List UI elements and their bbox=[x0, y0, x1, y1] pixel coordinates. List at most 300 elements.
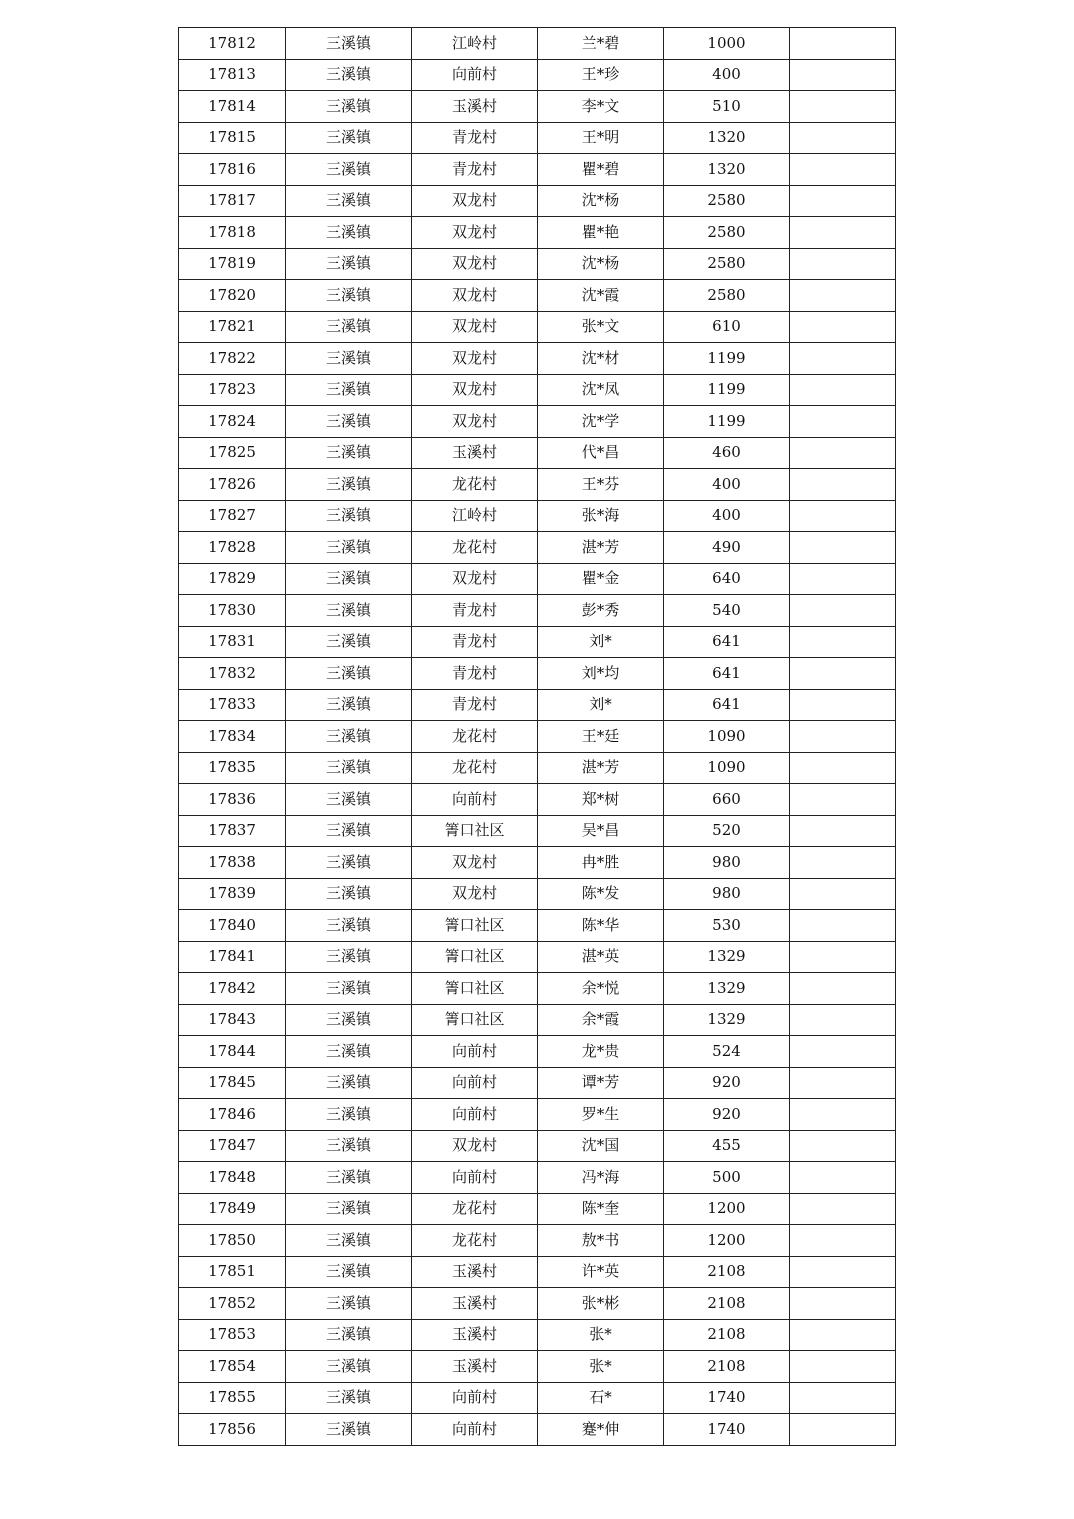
town-cell: 三溪镇 bbox=[286, 910, 412, 942]
amount-cell: 1200 bbox=[664, 1193, 790, 1225]
amount-cell: 2108 bbox=[664, 1256, 790, 1288]
table-row bbox=[179, 280, 896, 312]
note-cell bbox=[790, 1319, 896, 1351]
name-cell: 沈*杨 bbox=[538, 185, 664, 217]
table-row bbox=[179, 1319, 896, 1351]
amount-cell: 400 bbox=[664, 469, 790, 501]
amount-cell: 920 bbox=[664, 1099, 790, 1131]
town-cell: 三溪镇 bbox=[286, 154, 412, 186]
serial-number-cell: 17847 bbox=[179, 1130, 286, 1162]
town-cell: 三溪镇 bbox=[286, 1256, 412, 1288]
amount-cell: 1329 bbox=[664, 973, 790, 1005]
table-row bbox=[179, 374, 896, 406]
table-row bbox=[179, 532, 896, 564]
serial-number-cell: 17836 bbox=[179, 784, 286, 816]
village-cell: 青龙村 bbox=[412, 658, 538, 690]
town-cell: 三溪镇 bbox=[286, 1004, 412, 1036]
town-cell: 三溪镇 bbox=[286, 815, 412, 847]
town-cell: 三溪镇 bbox=[286, 941, 412, 973]
amount-cell: 2108 bbox=[664, 1351, 790, 1383]
note-cell bbox=[790, 847, 896, 879]
name-cell: 郑*树 bbox=[538, 784, 664, 816]
village-cell: 箐口社区 bbox=[412, 941, 538, 973]
table-row bbox=[179, 1193, 896, 1225]
name-cell: 兰*碧 bbox=[538, 28, 664, 60]
note-cell bbox=[790, 122, 896, 154]
name-cell: 许*英 bbox=[538, 1256, 664, 1288]
note-cell bbox=[790, 1162, 896, 1194]
town-cell: 三溪镇 bbox=[286, 437, 412, 469]
name-cell: 沈*材 bbox=[538, 343, 664, 375]
village-cell: 双龙村 bbox=[412, 847, 538, 879]
serial-number-cell: 17819 bbox=[179, 248, 286, 280]
note-cell bbox=[790, 185, 896, 217]
town-cell: 三溪镇 bbox=[286, 1382, 412, 1414]
serial-number-cell: 17824 bbox=[179, 406, 286, 438]
town-cell: 三溪镇 bbox=[286, 406, 412, 438]
note-cell bbox=[790, 626, 896, 658]
note-cell bbox=[790, 59, 896, 91]
serial-number-cell: 17834 bbox=[179, 721, 286, 753]
serial-number-cell: 17853 bbox=[179, 1319, 286, 1351]
town-cell: 三溪镇 bbox=[286, 721, 412, 753]
serial-number-cell: 17815 bbox=[179, 122, 286, 154]
table-row bbox=[179, 437, 896, 469]
town-cell: 三溪镇 bbox=[286, 1099, 412, 1131]
amount-cell: 1320 bbox=[664, 122, 790, 154]
note-cell bbox=[790, 1382, 896, 1414]
village-cell: 箐口社区 bbox=[412, 973, 538, 1005]
town-cell: 三溪镇 bbox=[286, 59, 412, 91]
village-cell: 双龙村 bbox=[412, 185, 538, 217]
note-cell bbox=[790, 689, 896, 721]
name-cell: 张*彬 bbox=[538, 1288, 664, 1320]
name-cell: 敖*书 bbox=[538, 1225, 664, 1257]
name-cell: 余*霞 bbox=[538, 1004, 664, 1036]
note-cell bbox=[790, 973, 896, 1005]
name-cell: 张*海 bbox=[538, 500, 664, 532]
town-cell: 三溪镇 bbox=[286, 311, 412, 343]
village-cell: 江岭村 bbox=[412, 500, 538, 532]
town-cell: 三溪镇 bbox=[286, 563, 412, 595]
serial-number-cell: 17841 bbox=[179, 941, 286, 973]
note-cell bbox=[790, 374, 896, 406]
note-cell bbox=[790, 532, 896, 564]
town-cell: 三溪镇 bbox=[286, 374, 412, 406]
village-cell: 青龙村 bbox=[412, 154, 538, 186]
serial-number-cell: 17855 bbox=[179, 1382, 286, 1414]
town-cell: 三溪镇 bbox=[286, 1067, 412, 1099]
village-cell: 箐口社区 bbox=[412, 1004, 538, 1036]
town-cell: 三溪镇 bbox=[286, 1036, 412, 1068]
serial-number-cell: 17838 bbox=[179, 847, 286, 879]
name-cell: 沈*国 bbox=[538, 1130, 664, 1162]
table-row bbox=[179, 1004, 896, 1036]
serial-number-cell: 17828 bbox=[179, 532, 286, 564]
town-cell: 三溪镇 bbox=[286, 280, 412, 312]
village-cell: 向前村 bbox=[412, 1067, 538, 1099]
name-cell: 余*悦 bbox=[538, 973, 664, 1005]
table-row bbox=[179, 1256, 896, 1288]
note-cell bbox=[790, 280, 896, 312]
village-cell: 向前村 bbox=[412, 1099, 538, 1131]
note-cell bbox=[790, 784, 896, 816]
serial-number-cell: 17837 bbox=[179, 815, 286, 847]
name-cell: 王*珍 bbox=[538, 59, 664, 91]
table-row bbox=[179, 1225, 896, 1257]
table-row bbox=[179, 59, 896, 91]
name-cell: 李*文 bbox=[538, 91, 664, 123]
table-row bbox=[179, 469, 896, 501]
table-row bbox=[179, 91, 896, 123]
name-cell: 王*芬 bbox=[538, 469, 664, 501]
table-row bbox=[179, 406, 896, 438]
village-cell: 向前村 bbox=[412, 1382, 538, 1414]
note-cell bbox=[790, 910, 896, 942]
name-cell: 瞿*碧 bbox=[538, 154, 664, 186]
village-cell: 双龙村 bbox=[412, 311, 538, 343]
name-cell: 瞿*金 bbox=[538, 563, 664, 595]
serial-number-cell: 17832 bbox=[179, 658, 286, 690]
table-row bbox=[179, 1288, 896, 1320]
note-cell bbox=[790, 1414, 896, 1446]
town-cell: 三溪镇 bbox=[286, 532, 412, 564]
table-row bbox=[179, 595, 896, 627]
amount-cell: 1199 bbox=[664, 374, 790, 406]
town-cell: 三溪镇 bbox=[286, 217, 412, 249]
name-cell: 冯*海 bbox=[538, 1162, 664, 1194]
village-cell: 龙花村 bbox=[412, 469, 538, 501]
town-cell: 三溪镇 bbox=[286, 91, 412, 123]
serial-number-cell: 17851 bbox=[179, 1256, 286, 1288]
table-row bbox=[179, 343, 896, 375]
note-cell bbox=[790, 1130, 896, 1162]
town-cell: 三溪镇 bbox=[286, 1193, 412, 1225]
village-cell: 双龙村 bbox=[412, 1130, 538, 1162]
village-cell: 双龙村 bbox=[412, 248, 538, 280]
amount-cell: 2108 bbox=[664, 1319, 790, 1351]
serial-number-cell: 17835 bbox=[179, 752, 286, 784]
table-row bbox=[179, 563, 896, 595]
table-row bbox=[179, 248, 896, 280]
serial-number-cell: 17831 bbox=[179, 626, 286, 658]
note-cell bbox=[790, 752, 896, 784]
table-row bbox=[179, 626, 896, 658]
note-cell bbox=[790, 1067, 896, 1099]
note-cell bbox=[790, 941, 896, 973]
name-cell: 陈*奎 bbox=[538, 1193, 664, 1225]
table-row bbox=[179, 658, 896, 690]
amount-cell: 1090 bbox=[664, 752, 790, 784]
amount-cell: 660 bbox=[664, 784, 790, 816]
table-row bbox=[179, 185, 896, 217]
amount-cell: 1740 bbox=[664, 1382, 790, 1414]
serial-number-cell: 17813 bbox=[179, 59, 286, 91]
village-cell: 龙花村 bbox=[412, 721, 538, 753]
note-cell bbox=[790, 469, 896, 501]
table-row bbox=[179, 28, 896, 60]
village-cell: 向前村 bbox=[412, 1414, 538, 1446]
name-cell: 代*昌 bbox=[538, 437, 664, 469]
table-row bbox=[179, 122, 896, 154]
town-cell: 三溪镇 bbox=[286, 626, 412, 658]
note-cell bbox=[790, 28, 896, 60]
serial-number-cell: 17816 bbox=[179, 154, 286, 186]
name-cell: 陈*华 bbox=[538, 910, 664, 942]
amount-cell: 490 bbox=[664, 532, 790, 564]
amount-cell: 460 bbox=[664, 437, 790, 469]
name-cell: 瞿*艳 bbox=[538, 217, 664, 249]
serial-number-cell: 17848 bbox=[179, 1162, 286, 1194]
amount-cell: 530 bbox=[664, 910, 790, 942]
beneficiary-table bbox=[178, 27, 896, 1446]
serial-number-cell: 17833 bbox=[179, 689, 286, 721]
village-cell: 玉溪村 bbox=[412, 91, 538, 123]
serial-number-cell: 17814 bbox=[179, 91, 286, 123]
town-cell: 三溪镇 bbox=[286, 122, 412, 154]
table-row bbox=[179, 1036, 896, 1068]
village-cell: 双龙村 bbox=[412, 878, 538, 910]
village-cell: 龙花村 bbox=[412, 1193, 538, 1225]
town-cell: 三溪镇 bbox=[286, 1288, 412, 1320]
name-cell: 蹇*伸 bbox=[538, 1414, 664, 1446]
note-cell bbox=[790, 1036, 896, 1068]
town-cell: 三溪镇 bbox=[286, 185, 412, 217]
village-cell: 龙花村 bbox=[412, 1225, 538, 1257]
village-cell: 双龙村 bbox=[412, 343, 538, 375]
village-cell: 青龙村 bbox=[412, 626, 538, 658]
note-cell bbox=[790, 1351, 896, 1383]
name-cell: 湛*芳 bbox=[538, 752, 664, 784]
village-cell: 箐口社区 bbox=[412, 910, 538, 942]
amount-cell: 2580 bbox=[664, 248, 790, 280]
note-cell bbox=[790, 154, 896, 186]
name-cell: 沈*学 bbox=[538, 406, 664, 438]
note-cell bbox=[790, 248, 896, 280]
amount-cell: 1199 bbox=[664, 343, 790, 375]
village-cell: 双龙村 bbox=[412, 406, 538, 438]
name-cell: 吴*昌 bbox=[538, 815, 664, 847]
town-cell: 三溪镇 bbox=[286, 1319, 412, 1351]
name-cell: 罗*生 bbox=[538, 1099, 664, 1131]
town-cell: 三溪镇 bbox=[286, 595, 412, 627]
serial-number-cell: 17827 bbox=[179, 500, 286, 532]
amount-cell: 1200 bbox=[664, 1225, 790, 1257]
amount-cell: 400 bbox=[664, 500, 790, 532]
amount-cell: 610 bbox=[664, 311, 790, 343]
serial-number-cell: 17839 bbox=[179, 878, 286, 910]
amount-cell: 2580 bbox=[664, 280, 790, 312]
amount-cell: 455 bbox=[664, 1130, 790, 1162]
town-cell: 三溪镇 bbox=[286, 500, 412, 532]
serial-number-cell: 17846 bbox=[179, 1099, 286, 1131]
village-cell: 江岭村 bbox=[412, 28, 538, 60]
town-cell: 三溪镇 bbox=[286, 689, 412, 721]
amount-cell: 1090 bbox=[664, 721, 790, 753]
serial-number-cell: 17842 bbox=[179, 973, 286, 1005]
village-cell: 箐口社区 bbox=[412, 815, 538, 847]
note-cell bbox=[790, 311, 896, 343]
town-cell: 三溪镇 bbox=[286, 28, 412, 60]
serial-number-cell: 17845 bbox=[179, 1067, 286, 1099]
serial-number-cell: 17854 bbox=[179, 1351, 286, 1383]
town-cell: 三溪镇 bbox=[286, 1162, 412, 1194]
village-cell: 向前村 bbox=[412, 1036, 538, 1068]
serial-number-cell: 17830 bbox=[179, 595, 286, 627]
amount-cell: 2580 bbox=[664, 217, 790, 249]
note-cell bbox=[790, 815, 896, 847]
name-cell: 沈*杨 bbox=[538, 248, 664, 280]
village-cell: 青龙村 bbox=[412, 595, 538, 627]
name-cell: 湛*芳 bbox=[538, 532, 664, 564]
amount-cell: 1320 bbox=[664, 154, 790, 186]
table-row bbox=[179, 721, 896, 753]
name-cell: 张*文 bbox=[538, 311, 664, 343]
table-row bbox=[179, 847, 896, 879]
serial-number-cell: 17843 bbox=[179, 1004, 286, 1036]
name-cell: 沈*霞 bbox=[538, 280, 664, 312]
serial-number-cell: 17823 bbox=[179, 374, 286, 406]
village-cell: 玉溪村 bbox=[412, 437, 538, 469]
note-cell bbox=[790, 500, 896, 532]
name-cell: 陈*发 bbox=[538, 878, 664, 910]
town-cell: 三溪镇 bbox=[286, 847, 412, 879]
note-cell bbox=[790, 1225, 896, 1257]
town-cell: 三溪镇 bbox=[286, 1225, 412, 1257]
table-row bbox=[179, 941, 896, 973]
serial-number-cell: 17825 bbox=[179, 437, 286, 469]
village-cell: 双龙村 bbox=[412, 374, 538, 406]
table-row bbox=[179, 1130, 896, 1162]
village-cell: 青龙村 bbox=[412, 122, 538, 154]
amount-cell: 641 bbox=[664, 689, 790, 721]
serial-number-cell: 17856 bbox=[179, 1414, 286, 1446]
amount-cell: 1329 bbox=[664, 941, 790, 973]
amount-cell: 641 bbox=[664, 626, 790, 658]
serial-number-cell: 17844 bbox=[179, 1036, 286, 1068]
serial-number-cell: 17850 bbox=[179, 1225, 286, 1257]
village-cell: 向前村 bbox=[412, 784, 538, 816]
town-cell: 三溪镇 bbox=[286, 248, 412, 280]
name-cell: 沈*凤 bbox=[538, 374, 664, 406]
note-cell bbox=[790, 1099, 896, 1131]
note-cell bbox=[790, 563, 896, 595]
village-cell: 向前村 bbox=[412, 59, 538, 91]
village-cell: 龙花村 bbox=[412, 752, 538, 784]
table-row bbox=[179, 1414, 896, 1446]
name-cell: 张* bbox=[538, 1319, 664, 1351]
serial-number-cell: 17826 bbox=[179, 469, 286, 501]
town-cell: 三溪镇 bbox=[286, 1130, 412, 1162]
note-cell bbox=[790, 343, 896, 375]
name-cell: 彭*秀 bbox=[538, 595, 664, 627]
table-row bbox=[179, 973, 896, 1005]
serial-number-cell: 17840 bbox=[179, 910, 286, 942]
name-cell: 王*廷 bbox=[538, 721, 664, 753]
amount-cell: 500 bbox=[664, 1162, 790, 1194]
note-cell bbox=[790, 1004, 896, 1036]
amount-cell: 400 bbox=[664, 59, 790, 91]
table-body bbox=[179, 28, 896, 1446]
note-cell bbox=[790, 217, 896, 249]
town-cell: 三溪镇 bbox=[286, 1414, 412, 1446]
amount-cell: 641 bbox=[664, 658, 790, 690]
table-row bbox=[179, 752, 896, 784]
table-row bbox=[179, 1099, 896, 1131]
serial-number-cell: 17821 bbox=[179, 311, 286, 343]
table-row bbox=[179, 1382, 896, 1414]
table-row bbox=[179, 910, 896, 942]
amount-cell: 524 bbox=[664, 1036, 790, 1068]
note-cell bbox=[790, 1288, 896, 1320]
name-cell: 冉*胜 bbox=[538, 847, 664, 879]
name-cell: 石* bbox=[538, 1382, 664, 1414]
table-row bbox=[179, 1351, 896, 1383]
note-cell bbox=[790, 595, 896, 627]
village-cell: 玉溪村 bbox=[412, 1319, 538, 1351]
serial-number-cell: 17812 bbox=[179, 28, 286, 60]
village-cell: 双龙村 bbox=[412, 563, 538, 595]
town-cell: 三溪镇 bbox=[286, 752, 412, 784]
name-cell: 王*明 bbox=[538, 122, 664, 154]
village-cell: 青龙村 bbox=[412, 689, 538, 721]
name-cell: 谭*芳 bbox=[538, 1067, 664, 1099]
amount-cell: 510 bbox=[664, 91, 790, 123]
amount-cell: 920 bbox=[664, 1067, 790, 1099]
town-cell: 三溪镇 bbox=[286, 1351, 412, 1383]
table-row bbox=[179, 500, 896, 532]
table-row bbox=[179, 217, 896, 249]
note-cell bbox=[790, 437, 896, 469]
note-cell bbox=[790, 406, 896, 438]
name-cell: 刘*均 bbox=[538, 658, 664, 690]
amount-cell: 520 bbox=[664, 815, 790, 847]
table-row bbox=[179, 1067, 896, 1099]
town-cell: 三溪镇 bbox=[286, 658, 412, 690]
name-cell: 湛*英 bbox=[538, 941, 664, 973]
village-cell: 双龙村 bbox=[412, 217, 538, 249]
town-cell: 三溪镇 bbox=[286, 973, 412, 1005]
note-cell bbox=[790, 91, 896, 123]
note-cell bbox=[790, 878, 896, 910]
serial-number-cell: 17822 bbox=[179, 343, 286, 375]
table-row bbox=[179, 1162, 896, 1194]
village-cell: 玉溪村 bbox=[412, 1256, 538, 1288]
serial-number-cell: 17818 bbox=[179, 217, 286, 249]
amount-cell: 640 bbox=[664, 563, 790, 595]
amount-cell: 1740 bbox=[664, 1414, 790, 1446]
amount-cell: 1329 bbox=[664, 1004, 790, 1036]
serial-number-cell: 17817 bbox=[179, 185, 286, 217]
village-cell: 龙花村 bbox=[412, 532, 538, 564]
town-cell: 三溪镇 bbox=[286, 469, 412, 501]
table-row bbox=[179, 815, 896, 847]
village-cell: 向前村 bbox=[412, 1162, 538, 1194]
table-row bbox=[179, 154, 896, 186]
amount-cell: 540 bbox=[664, 595, 790, 627]
table-row bbox=[179, 311, 896, 343]
table-row bbox=[179, 878, 896, 910]
name-cell: 龙*贵 bbox=[538, 1036, 664, 1068]
town-cell: 三溪镇 bbox=[286, 343, 412, 375]
serial-number-cell: 17849 bbox=[179, 1193, 286, 1225]
note-cell bbox=[790, 1193, 896, 1225]
serial-number-cell: 17820 bbox=[179, 280, 286, 312]
table-row bbox=[179, 784, 896, 816]
town-cell: 三溪镇 bbox=[286, 784, 412, 816]
village-cell: 双龙村 bbox=[412, 280, 538, 312]
amount-cell: 2108 bbox=[664, 1288, 790, 1320]
